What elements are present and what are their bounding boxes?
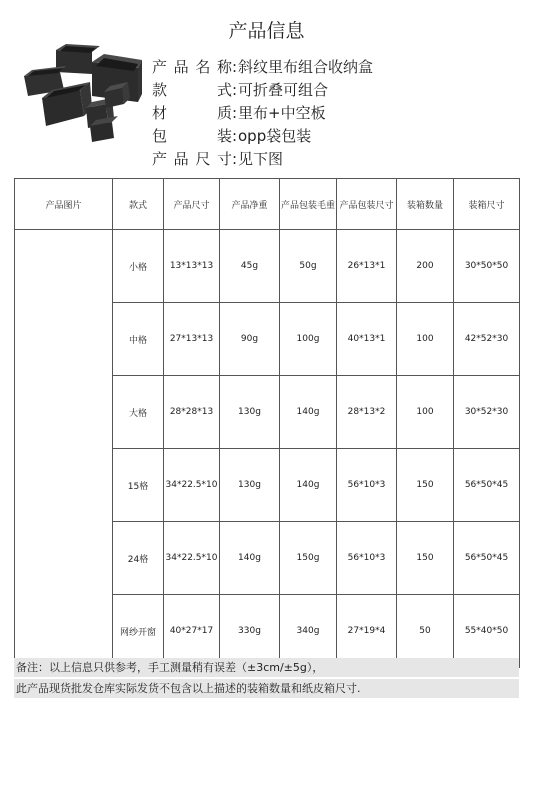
table-header-row [15, 179, 520, 230]
notes [14, 658, 519, 698]
info-label: 材质 [152, 104, 232, 122]
info-value: 可折叠可组合 [238, 81, 329, 99]
table-cell: 30*50*50 [454, 230, 520, 303]
table-cell: 56*50*45 [454, 449, 520, 522]
info-row-size: 产品尺寸 : 见下图 [152, 150, 284, 168]
table-cell: 40*27*17 [164, 595, 220, 668]
table-cell: 100g [280, 303, 337, 376]
table-cell: 34*22.5*10 [164, 522, 220, 595]
table-cell: 中格 [113, 303, 164, 376]
info-label: 产品尺寸 [152, 150, 232, 168]
table-cell: 40*13*1 [337, 303, 397, 376]
table-cell: 27*13*13 [164, 303, 220, 376]
table-cell: 15格 [113, 449, 164, 522]
table-row [15, 230, 520, 303]
product-photo [20, 40, 142, 142]
table-cell: 50 [397, 595, 454, 668]
table-cell: 42*52*30 [454, 303, 520, 376]
table-cell: 26*13*1 [337, 230, 397, 303]
info-label: 款式 [152, 81, 232, 99]
table-cell: 130g [220, 376, 280, 449]
info-label: 包装 [152, 127, 232, 145]
table-header-cell: 产品包装毛重 [280, 179, 337, 230]
table-cell: 130g [220, 449, 280, 522]
table-cell: 45g [220, 230, 280, 303]
info-value: 里布+中空板 [238, 104, 326, 122]
table-cell: 大格 [113, 376, 164, 449]
table-cell: 100 [397, 376, 454, 449]
info-label: 产品名称 [152, 58, 232, 76]
table-header-cell: 产品图片 [15, 179, 113, 230]
table-cell: 140g [220, 522, 280, 595]
spec-table [14, 178, 520, 668]
table-header-cell: 产品净重 [220, 179, 280, 230]
table-cell: 56*10*3 [337, 449, 397, 522]
table-cell: 24格 [113, 522, 164, 595]
table-cell: 100 [397, 303, 454, 376]
table-cell: 150g [280, 522, 337, 595]
table-header-cell: 产品包装尺寸 [337, 179, 397, 230]
table-cell: 27*19*4 [337, 595, 397, 668]
table-cell: 330g [220, 595, 280, 668]
table-header-cell: 装箱尺寸 [454, 179, 520, 230]
table-cell: 56*10*3 [337, 522, 397, 595]
table-cell: 34*22.5*10 [164, 449, 220, 522]
page-title: 产品信息 [228, 20, 305, 42]
info-row-name: 产品名称 : 斜纹里布组合收纳盒 [152, 58, 374, 76]
info-value: 斜纹里布组合收纳盒 [238, 58, 374, 76]
table-cell: 小格 [113, 230, 164, 303]
table-cell: 140g [280, 449, 337, 522]
table-cell: 50g [280, 230, 337, 303]
product-info [152, 56, 373, 171]
table-cell: 56*50*45 [454, 522, 520, 595]
table-cell: 28*13*2 [337, 376, 397, 449]
table-cell: 13*13*13 [164, 230, 220, 303]
product-image-cell [15, 230, 113, 668]
table-cell: 90g [220, 303, 280, 376]
table-cell: 140g [280, 376, 337, 449]
info-row-packaging: 包装 : opp袋包装 [152, 127, 312, 145]
table-header-cell: 装箱数量 [397, 179, 454, 230]
table-cell: 28*28*13 [164, 376, 220, 449]
info-value: 见下图 [238, 150, 284, 168]
info-row-style: 款式 : 可折叠可组合 [152, 81, 329, 99]
info-row-material: 材质 : 里布+中空板 [152, 104, 326, 122]
table-cell: 340g [280, 595, 337, 668]
table-cell: 30*52*30 [454, 376, 520, 449]
table-cell: 网纱开窗 [113, 595, 164, 668]
note-shipping: 此产品现货批发仓库实际发货不包含以上描述的装箱数量和纸皮箱尺寸. [14, 679, 519, 698]
table-header-cell: 产品尺寸 [164, 179, 220, 230]
table-cell: 150 [397, 522, 454, 595]
note-disclaimer: 备注：以上信息只供参考，手工测量稍有误差（±3cm/±5g）， [14, 658, 519, 677]
info-value: opp袋包装 [238, 127, 312, 145]
table-cell: 150 [397, 449, 454, 522]
table-cell: 200 [397, 230, 454, 303]
table-header-cell: 款式 [113, 179, 164, 230]
table-cell: 55*40*50 [454, 595, 520, 668]
